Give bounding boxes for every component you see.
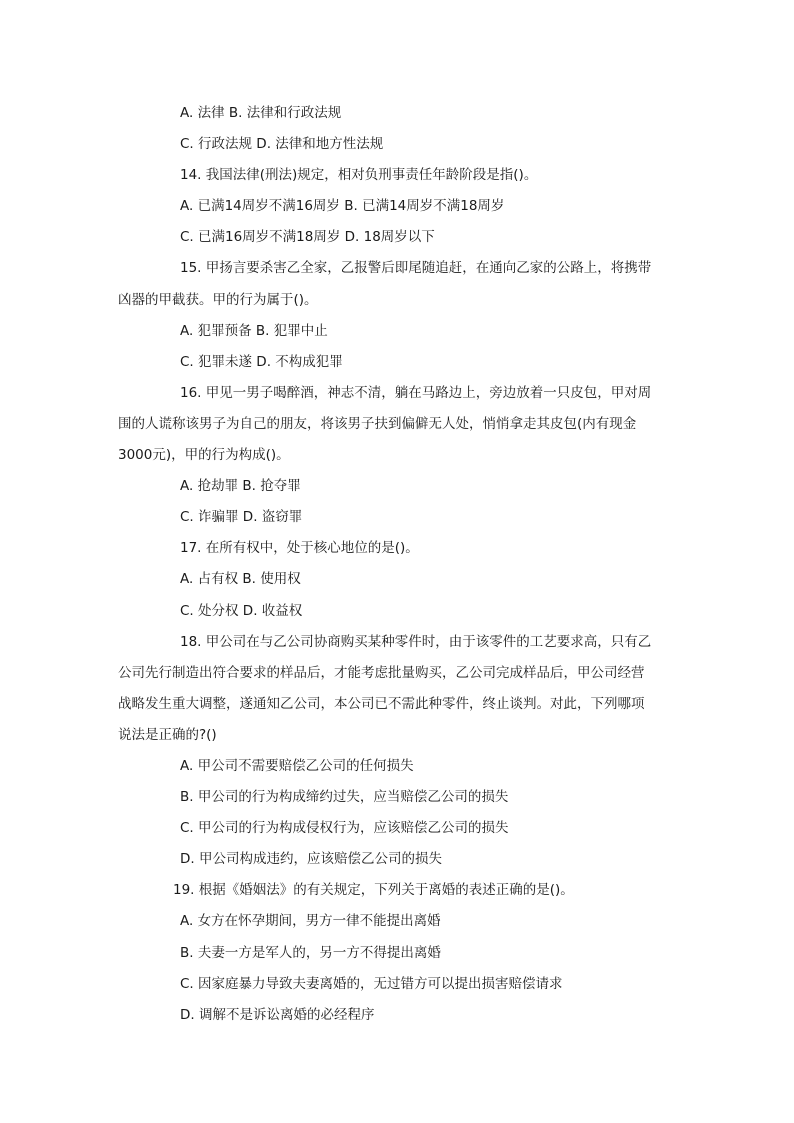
answer-option-line: A. 法律 B. 法律和行政法规 <box>180 105 342 121</box>
answer-option-line: B. 甲公司的行为构成缔约过失，应当赔偿乙公司的损失 <box>180 789 509 806</box>
answer-option-line: D. 甲公司构成违约，应该赔偿乙公司的损失 <box>180 851 442 868</box>
question-continuation-line: 说法是正确的?() <box>118 726 217 743</box>
answer-option-line: C. 犯罪未遂 D. 不构成犯罪 <box>180 353 343 370</box>
answer-option-line: C. 行政法规 D. 法律和地方性法规 <box>180 136 384 153</box>
answer-option-line: C. 诈骗罪 D. 盗窃罪 <box>180 509 303 526</box>
answer-option-line: A. 甲公司不需要赔偿乙公司的任何损失 <box>180 757 414 774</box>
answer-option-line: C. 已满16周岁不满18周岁 D. 18周岁以下 <box>180 229 435 246</box>
answer-option-line: A. 已满14周岁不满16周岁 B. 已满14周岁不满18周岁 <box>180 198 505 215</box>
answer-option-line: C. 处分权 D. 收益权 <box>180 602 303 619</box>
question-line: 15. 甲扬言要杀害乙全家，乙报警后即尾随追赶，在通向乙家的公路上，将携带 <box>180 260 652 277</box>
question-continuation-line: 围的人谎称该男子为自己的朋友，将该男子扶到偏僻无人处，悄悄拿走其皮包(内有现金 <box>118 415 637 432</box>
answer-option-line: A. 占有权 B. 使用权 <box>180 571 301 588</box>
question-line: 14. 我国法律(刑法)规定，相对负刑事责任年龄阶段是指()。 <box>180 167 538 184</box>
answer-option-line: C. 甲公司的行为构成侵权行为，应该赔偿乙公司的损失 <box>180 820 509 837</box>
answer-option-line: A. 抢劫罪 B. 抢夺罪 <box>180 478 301 495</box>
question-continuation-line: 3000元)，甲的行为构成()。 <box>118 447 290 464</box>
question-line: 16. 甲见一男子喝醉酒，神志不清，躺在马路边上，旁边放着一只皮包，甲对周 <box>180 384 652 401</box>
answer-option-line: B. 夫妻一方是军人的，另一方不得提出离婚 <box>180 944 441 961</box>
answer-option-line: A. 犯罪预备 B. 犯罪中止 <box>180 322 328 339</box>
question-line: 19. 根据《婚姻法》的有关规定，下列关于离婚的表述正确的是()。 <box>173 882 574 899</box>
answer-option-line: C. 因家庭暴力导致夫妻离婚的，无过错方可以提出损害赔偿请求 <box>180 975 563 992</box>
question-continuation-line: 公司先行制造出符合要求的样品后，才能考虑批量购买，乙公司完成样品后，甲公司经营 <box>118 664 645 681</box>
question-line: 17. 在所有权中，处于核心地位的是()。 <box>180 540 419 557</box>
document-page <box>0 98 794 1031</box>
question-continuation-line: 战略发生重大调整，遂通知乙公司，本公司已不需此种零件，终止谈判。对此，下列哪项 <box>118 695 645 712</box>
answer-option-line: A. 女方在怀孕期间，男方一律不能提出离婚 <box>180 913 441 930</box>
answer-option-line: D. 调解不是诉讼离婚的必经程序 <box>180 1006 375 1023</box>
question-line: 18. 甲公司在与乙公司协商购买某种零件时，由于该零件的工艺要求高，只有乙 <box>180 633 652 650</box>
question-continuation-line: 凶器的甲截获。甲的行为属于()。 <box>118 291 318 308</box>
